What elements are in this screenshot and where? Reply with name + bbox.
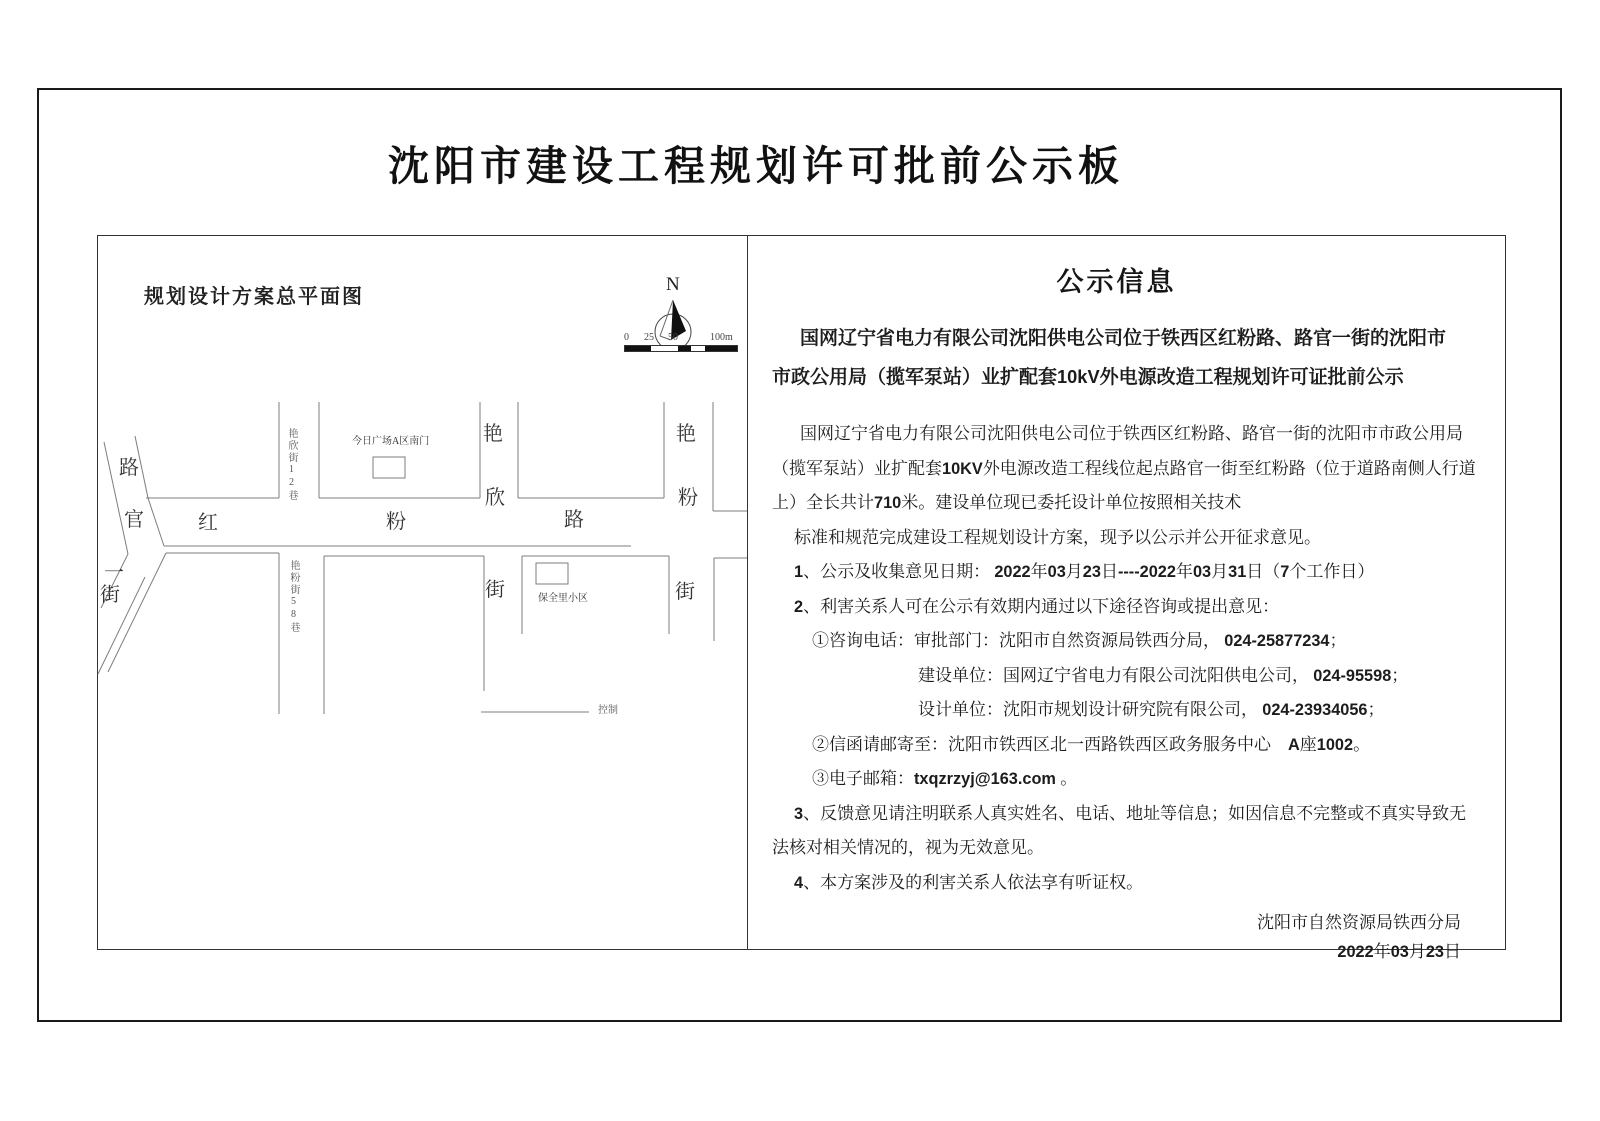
notice-line: 1、公示及收集意见日期： 2022年03月23日----2022年03月31日（7个工作日） — [794, 562, 1375, 581]
street-label: 街 — [100, 584, 120, 606]
notice-line: ③电子邮箱：txqzrzyj@163.com 。 — [812, 769, 1078, 788]
notice-line: 2022年03月23日 — [1337, 942, 1461, 961]
notice-line: 法核对相关情况的，视为无效意见。 — [772, 838, 1044, 857]
street-label: 红 — [198, 512, 218, 534]
site-plan-panel — [98, 236, 747, 949]
street-label: 官 — [124, 509, 144, 531]
street-label: 街 — [675, 581, 695, 603]
notice-line: 2、利害关系人可在公示有效期内通过以下途径咨询或提出意见： — [794, 596, 1280, 616]
notice-line: 沈阳市自然资源局铁西分局 — [1257, 913, 1461, 932]
notice-line: 设计单位：沈阳市规划设计研究院有限公司， 024-23934056； — [918, 700, 1385, 719]
notice-line: 标准和规范完成建设工程规划设计方案，现予以公示并公开征求意见。 — [794, 527, 1321, 547]
scale-tick: 50 — [668, 332, 678, 343]
street-label: 路 — [119, 457, 139, 479]
street-label: 保全里小区 — [538, 593, 588, 604]
map-labels — [98, 236, 747, 949]
scale-tick: 100m — [710, 332, 733, 343]
notice-line: 国网辽宁省电力有限公司沈阳供电公司位于铁西区红粉路、路官一街的沈阳市 — [800, 328, 1447, 349]
content-box — [97, 235, 1506, 961]
street-label: 街 — [485, 579, 505, 601]
street-label: 艳欣街12巷 — [286, 428, 297, 502]
legend-label: 控制 — [598, 705, 618, 716]
page-title: 沈阳市建设工程规划许可批前公示板 — [388, 143, 1124, 189]
notice-line: 国网辽宁省电力有限公司沈阳供电公司位于铁西区红粉路、路官一街的沈阳市市政公用局 — [800, 424, 1463, 443]
notice-line: 上）全长共计710米。建设单位现已委托设计单位按照相关技术 — [772, 493, 1242, 512]
notice-body — [772, 320, 1476, 967]
notice-panel — [747, 236, 1507, 961]
street-label: 今日广场A区南门 — [352, 436, 430, 447]
street-label: 粉 — [386, 511, 406, 533]
notice-line: 4、本方案涉及的利害关系人依法享有听证权。 — [794, 872, 1144, 892]
street-label: 艳 — [676, 423, 696, 445]
scale-tick: 0 — [624, 332, 629, 343]
notice-heading: 公示信息 — [1056, 267, 1177, 297]
map-title: 规划设计方案总平面图 — [144, 286, 364, 308]
notice-line: （揽军泵站）业扩配套10KV外电源改造工程线位起点路官一街至红粉路（位于道路南侧人行道 — [772, 458, 1476, 478]
street-label: 艳 — [483, 423, 503, 445]
notice-line: ②信函请邮寄至：沈阳市铁西区北一西路铁西区政务服务中心 A座1002。 — [812, 734, 1371, 754]
notice-line: ①咨询电话：审批部门：沈阳市自然资源局铁西分局， 024-25877234； — [812, 631, 1347, 650]
street-label: 艳粉街58巷 — [288, 560, 299, 634]
north-letter: N — [666, 274, 680, 295]
scale-tick: 25 — [644, 332, 654, 343]
street-label: 路 — [564, 509, 584, 531]
street-label: 粉 — [678, 487, 698, 509]
street-label: 欣 — [485, 487, 505, 509]
notice-line: 3、反馈意见请注明联系人真实姓名、电话、地址等信息；如因信息不完整或不真实导致无 — [794, 803, 1467, 823]
notice-line: 建设单位：国网辽宁省电力有限公司沈阳供电公司， 024-95598； — [918, 665, 1409, 685]
notice-line: 市政公用局（揽军泵站）业扩配套10kV外电源改造工程规划许可证批前公示 — [772, 366, 1404, 388]
street-label: 一 — [104, 562, 124, 584]
